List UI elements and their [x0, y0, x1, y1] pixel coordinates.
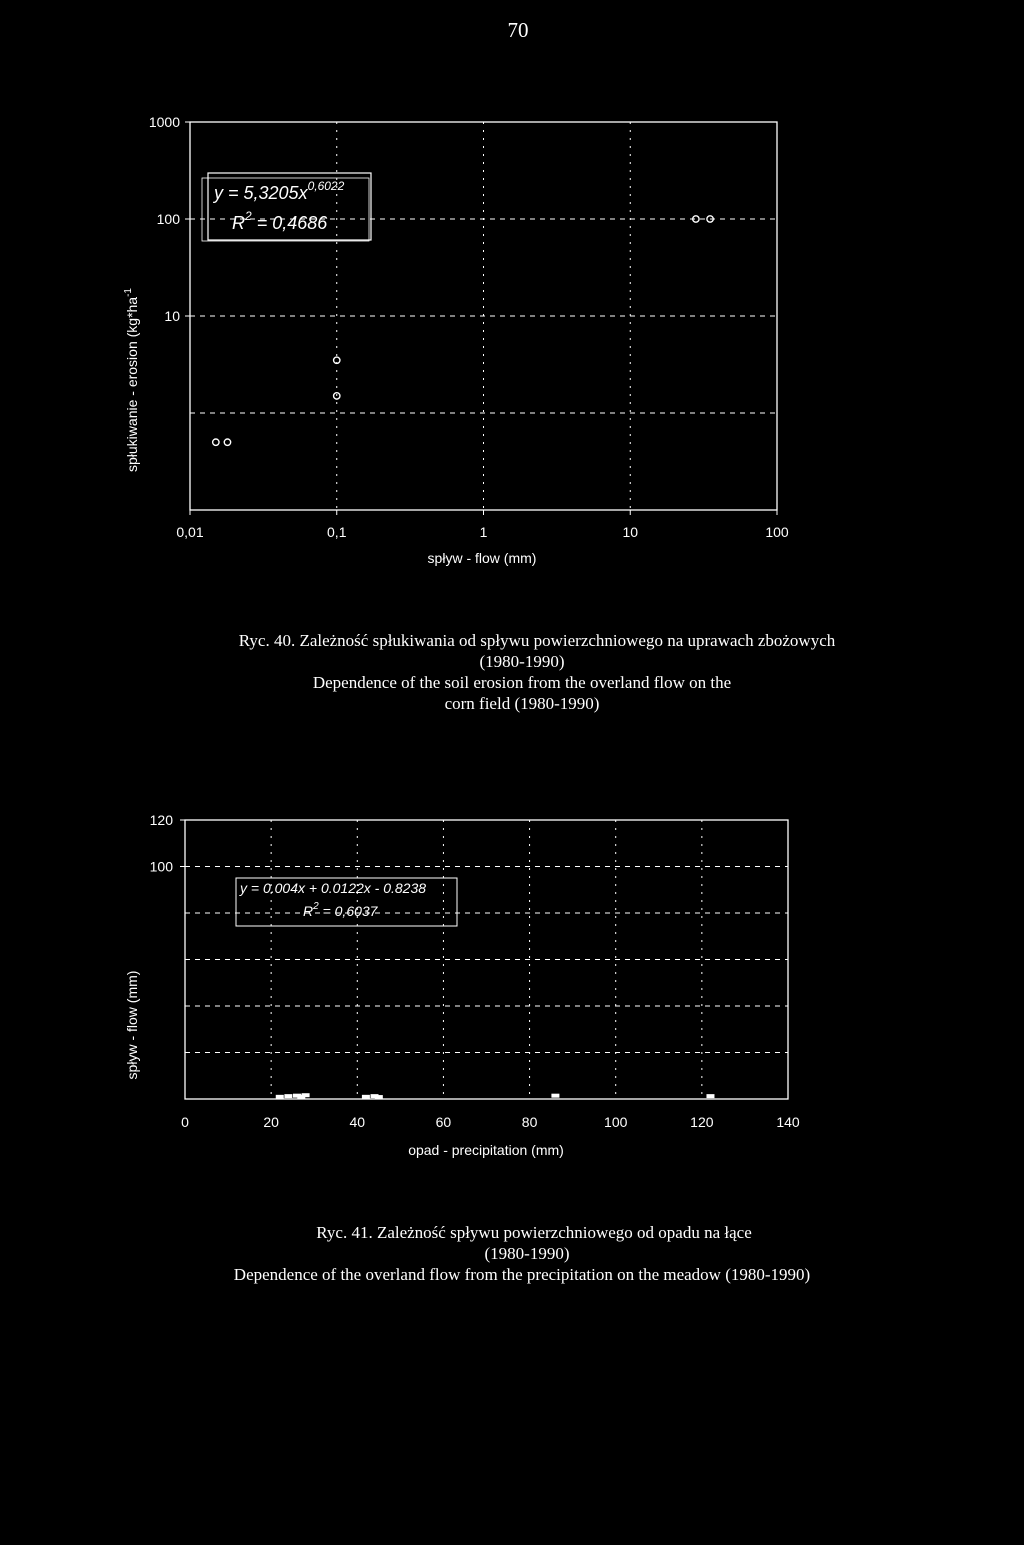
- chart1-r2-prefix: R: [232, 213, 245, 233]
- figure41-caption-line-3: Dependence of the overland flow from the precipitation on the meadow (1980-1990): [233, 1265, 811, 1284]
- chart2-y-axis-label: spływ - flow (mm): [124, 970, 140, 1080]
- chart1-y-tick-labels: [149, 114, 190, 324]
- chart2-x-tick-2: 40: [349, 1114, 366, 1130]
- chart1-equation-exponent: 0,6022: [307, 179, 345, 193]
- chart1-x-tick-4: 100: [765, 524, 789, 540]
- chart2-x-tick-3: 60: [435, 1114, 452, 1130]
- flow-precipitation-chart: [0, 790, 1024, 1210]
- chart1-x-tick-0: 0,01: [176, 524, 204, 540]
- figure40-caption: [0, 630, 1024, 714]
- chart2-point-5: [362, 1095, 370, 1099]
- chart2-point-7: [375, 1095, 383, 1099]
- chart1-data-points: [213, 216, 714, 446]
- chart1-x-tick-3: 10: [622, 524, 639, 540]
- chart2-x-tick-labels: [181, 1114, 800, 1130]
- chart2-point-4: [302, 1093, 310, 1097]
- chart2-r2-sup: 2: [313, 901, 319, 912]
- chart1-point-1: [224, 439, 230, 445]
- chart2-point-1: [284, 1094, 292, 1098]
- chart2-x-tick-0: 0: [181, 1114, 189, 1130]
- figure40-caption-line-2: (1980-1990): [479, 652, 565, 671]
- chart1-x-tick-labels: [176, 510, 789, 540]
- figure40-caption-line-1: Ryc. 40. Zależność spłukiwania od spływu powierzchniowego na uprawach zbożowych: [238, 631, 836, 650]
- chart1-x-tick-2: 1: [479, 524, 488, 540]
- chart1-x-tick-1: 0,1: [327, 524, 347, 540]
- chart2-equation-box: [236, 878, 457, 926]
- chart2-point-0: [276, 1095, 284, 1099]
- chart1-equation-box: [202, 173, 371, 241]
- figure41-caption: [0, 1222, 1024, 1285]
- chart1-equation-prefix: y = 5,3205x: [214, 183, 308, 203]
- chart1-y-axis-label-sup: -1: [123, 288, 134, 297]
- chart1-y-tick-1: 100: [156, 211, 180, 227]
- chart2-r2-value: = 0,6037: [318, 903, 378, 919]
- chart1-y-tick-2: 10: [164, 308, 180, 324]
- chart2-data-points: [276, 1093, 715, 1099]
- chart2-x-tick-5: 100: [604, 1114, 628, 1130]
- chart2-r2-prefix: R: [303, 903, 314, 919]
- svg-text:y = 5,3205x0,6022: [212, 179, 345, 203]
- chart1-gridlines: [190, 122, 777, 510]
- chart2-gridlines: [185, 820, 788, 1099]
- chart1-r2-sup: 2: [245, 209, 252, 223]
- chart2-y-tick-0: 120: [149, 812, 173, 828]
- figure41-caption-line-1: Ryc. 41. Zależność spływu powierzchniowego od opadu na łące: [316, 1223, 752, 1242]
- chart2-x-tick-6: 120: [690, 1114, 714, 1130]
- chart2-x-tick-1: 20: [263, 1114, 279, 1130]
- chart2-x-tick-4: 80: [521, 1114, 538, 1130]
- figure40-caption-line-3: Dependence of the soil erosion from the overland flow on the: [312, 673, 732, 692]
- chart1-y-tick-0: 1000: [148, 114, 180, 130]
- svg-text:R2 = 0,4686: [232, 209, 328, 233]
- chart1-point-0: [213, 439, 219, 445]
- svg-text:R2 = 0,6037: [303, 901, 379, 919]
- chart1-r2-value: = 0,4686: [251, 213, 328, 233]
- figure40-caption-line-4: corn field (1980-1990): [444, 694, 600, 713]
- chart2-y-tick-1: 100: [149, 858, 173, 875]
- chart1-y-axis-label: [123, 288, 140, 472]
- chart2-x-axis-label: opad - precipitation (mm): [408, 1142, 564, 1158]
- chart2-point-8: [551, 1094, 559, 1098]
- figure41-caption-line-2: (1980-1990): [484, 1244, 570, 1263]
- chart2-point-9: [706, 1094, 714, 1098]
- chart2-x-tick-7: 140: [776, 1114, 800, 1130]
- chart2-equation-line1: y = 0.004x + 0.0122x - 0.8238: [240, 880, 427, 896]
- erosion-flow-chart: [0, 0, 1024, 580]
- chart1-y-axis-label-text: spłukiwanie - erosion (kg*ha: [124, 296, 140, 472]
- chart2-y-tick-labels: [150, 812, 185, 875]
- chart1-x-axis-label: spływ - flow (mm): [427, 550, 537, 566]
- page-number: 70: [507, 18, 529, 42]
